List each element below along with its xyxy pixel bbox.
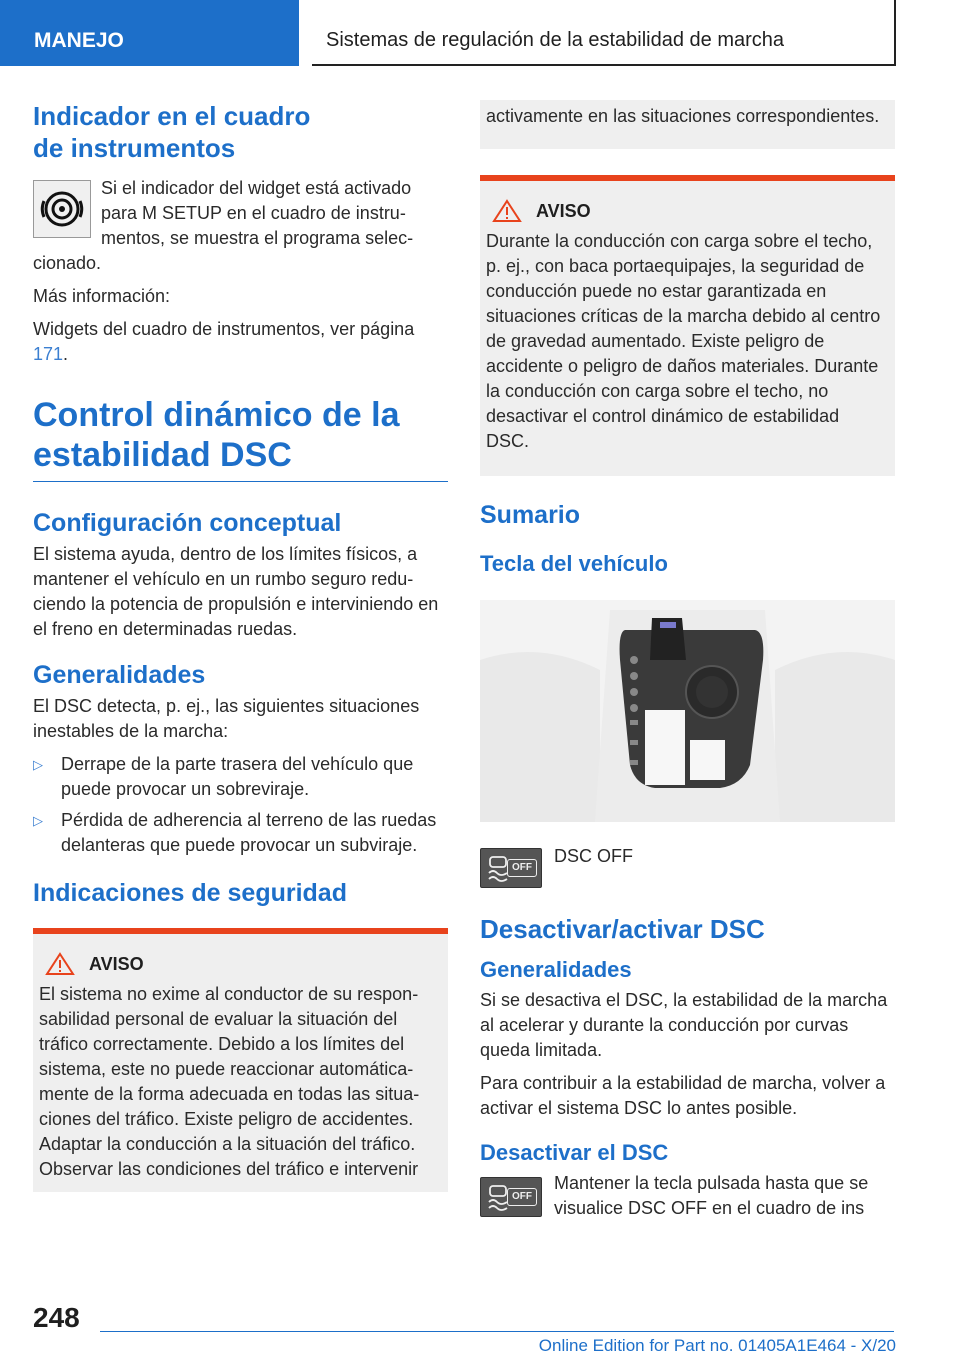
stability-program-icon	[33, 180, 91, 238]
main-heading: Control dinámico de la estabilidad DSC	[33, 395, 448, 482]
warning-triangle-icon	[45, 952, 75, 976]
indicator-text: Si el indicador del widget está activado para M SETUP en el cuadro de instrumentos, se muestra el programa seleccionado.	[33, 178, 414, 273]
page-header	[0, 0, 960, 66]
warning-box	[33, 928, 448, 1192]
dsc-off-row	[480, 842, 895, 892]
indicator-heading: Indicador en el cuadro de instrumentos	[33, 101, 311, 163]
concept-text: El sistema ayuda, dentro de los límites físicos, a mantener el vehículo en un rumbo seguro reduciendo la potencia de propulsión e interviniendo en el freno en determinadas ruedas.	[33, 544, 439, 639]
deactivate-heading: Desactivar/activar DSC	[480, 914, 765, 944]
edition-note: Online Edition for Part no. 01405A1E464 - X/20	[538, 1336, 896, 1355]
page-number: 248	[33, 1302, 80, 1333]
triangle-bullet-icon: ▷	[33, 813, 43, 828]
deactivate-dsc-block	[480, 1171, 895, 1221]
general-text-1: Si se desactiva el DSC, la estabilidad de la marcha al acelerar y durante la conducción por curvas queda limitada.	[480, 990, 888, 1060]
right-column	[480, 100, 895, 1229]
section-tab: MANEJO	[0, 0, 299, 66]
concept-heading: Configuración conceptual	[33, 509, 342, 537]
warning-title: AVISO	[486, 199, 885, 223]
summary-heading: Sumario	[480, 501, 581, 529]
warning-title: AVISO	[39, 952, 438, 976]
general-heading: Generalidades	[33, 661, 206, 689]
deactivate-dsc-heading: Desactivar el DSC	[480, 1140, 669, 1165]
safety-heading: Indicaciones de seguridad	[33, 879, 347, 907]
dsc-off-button-icon: OFF	[480, 848, 542, 888]
key-heading: Tecla del vehículo	[480, 551, 668, 576]
warning-box	[480, 175, 895, 476]
continued-text: activamente en las situaciones correspondientes.	[486, 106, 880, 126]
left-column	[33, 100, 448, 1192]
indicator-block	[33, 176, 448, 276]
widgets-reference: Widgets del cuadro de instrumentos, ver página 171.	[33, 319, 415, 364]
dsc-off-button-icon: OFF	[480, 1177, 542, 1217]
deactivate-dsc-text: Mantener la tecla pulsada hasta que se visualice DSC OFF en el cuadro de ins	[554, 1173, 869, 1218]
general-text: El DSC detecta, p. ej., las siguientes situaciones inestables de la marcha:	[33, 696, 420, 741]
chapter-title: Sistemas de regulación de la estabilidad de marcha	[312, 0, 896, 66]
dsc-off-label: DSC OFF	[554, 846, 633, 866]
list-item: ▷ Derrape de la parte trasera del vehículo que puede provocar un sobreviraje.	[33, 754, 414, 799]
warning-text: El sistema no exime al conductor de su responsabilidad personal de evaluar la situación del tráfico correctamente. Debido a los límites del sistema, este no puede reaccionar automáticamente de la forma adecuada en todas las situaciones del tráfico. Existe peligro de accidentes. Adaptar la conducción a la situación del tráfico. Observar las condiciones del tráfico e intervenir	[39, 984, 420, 1179]
list-item: ▷ Pérdida de adherencia al terreno de las ruedas delanteras que puede provocar un subviraje.	[33, 810, 437, 855]
triangle-bullet-icon: ▷	[33, 757, 43, 772]
warning-triangle-icon	[492, 199, 522, 223]
general-heading-right: Generalidades	[480, 957, 632, 982]
warning-text: Durante la conducción con carga sobre el techo, p. ej., con baca portaequipajes, la seguridad de conducción puede no estar garantizada en situaciones críticas de la marcha debido al centro de gravedad aumentado. Existe peligro de accidente o peligro de daños materiales. Durante la conducción con carga sobre el techo, no desactivar el control dinámico de estabilidad DSC.	[486, 231, 881, 451]
center-console-image	[480, 600, 895, 822]
more-info-label: Más información:	[33, 286, 171, 306]
footer-divider	[100, 1331, 894, 1332]
page-link-171[interactable]: 171	[33, 344, 64, 364]
general-text-2: Para contribuir a la estabilidad de marcha, volver a activar el sistema DSC lo antes posible.	[480, 1073, 886, 1118]
situation-list	[33, 752, 448, 858]
continued-warning-box	[480, 100, 895, 149]
